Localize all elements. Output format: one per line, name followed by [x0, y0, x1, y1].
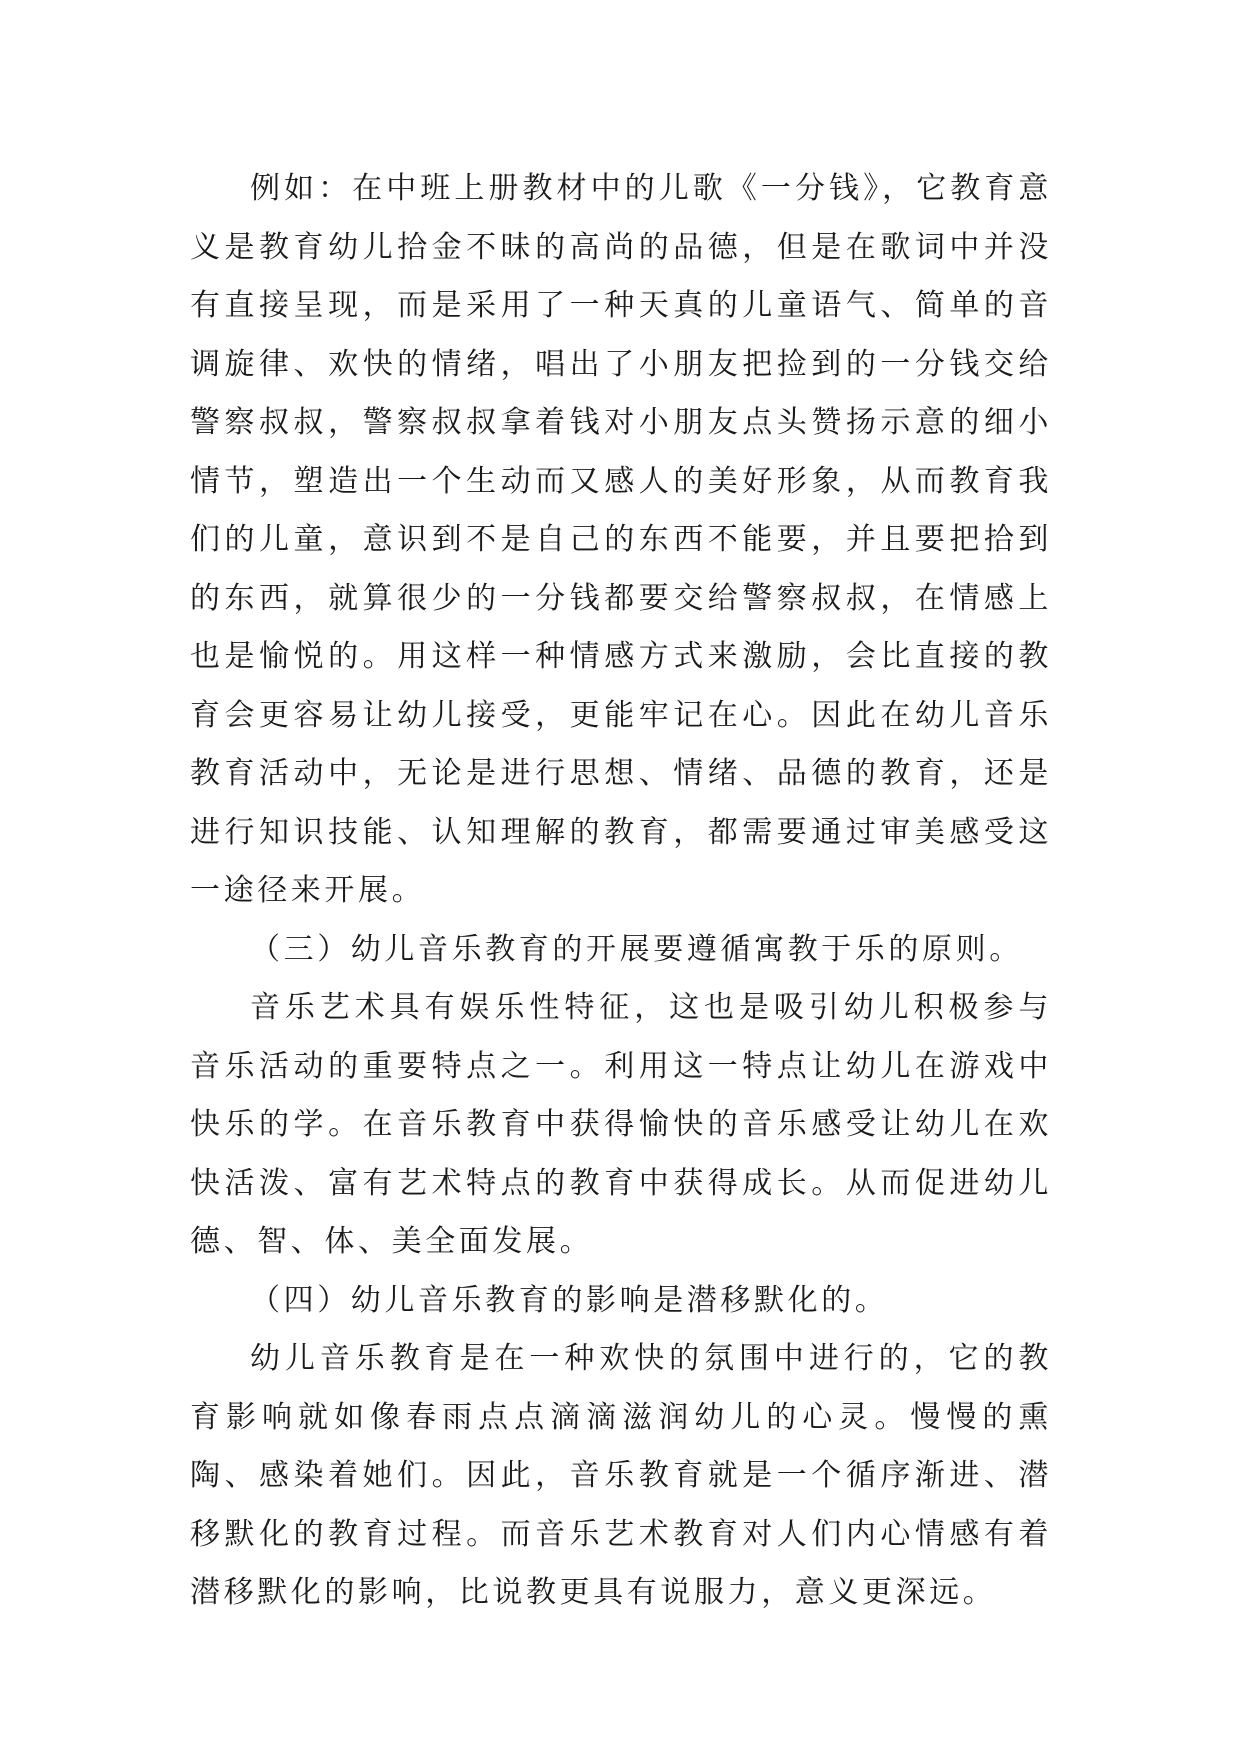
section-heading-three: （三）幼儿音乐教育的开展要遵循寓教于乐的原则。 — [250, 931, 1023, 967]
paragraph-example-one-cent-song: 例如：在中班上册教材中的儿歌《一分钱》，它教育意义是教育幼儿拾金不昧的高尚的品德，但是在歌词中并没有直接呈现，而是采用了一种天真的儿童语气、简单的音调旋律、欢快的情绪，唱出了小朋友把捡到的一分钱交给警察叔叔，警察叔叔拿着钱对小朋友点头赞扬示意的细小情节，塑造出一个生动而又感人的美好形象，从而教育我们的儿童，意识到不是自己的东西不能要，并且要把拾到的东西，就算很少的一分钱都要交给警察叔叔，在情感上也是愉悦的。用这样一种情感方式来激励，会比直接的教育会更容易让幼儿接受，更能牢记在心。因此在幼儿音乐教育活动中，无论是进行思想、情绪、品德的教育，还是进行知识技能、认知理解的教育，都需要通过审美感受这一途径来开展。 — [190, 171, 1052, 908]
document-body — [190, 160, 1052, 1623]
paragraph-subtle-influence: 幼儿音乐教育是在一种欢快的氛围中进行的，它的教育影响就如像春雨点点滴滴滋润幼儿的心灵。慢慢的熏陶、感染着她们。因此，音乐教育就是一个循序渐进、潜移默化的教育过程。而音乐艺术教育对人们内心情感有着潜移默化的影响，比说教更具有说服力，意义更深远。 — [190, 1341, 1052, 1610]
section-heading-four: （四）幼儿音乐教育的影响是潜移默化的。 — [250, 1282, 889, 1318]
paragraph-entertainment: 音乐艺术具有娱乐性特征，这也是吸引幼儿积极参与音乐活动的重要特点之一。利用这一特点让幼儿在游戏中快乐的学。在音乐教育中获得愉快的音乐感受让幼儿在欢快活泼、富有艺术特点的教育中获得成长。从而促进幼儿德、智、体、美全面发展。 — [190, 990, 1052, 1259]
